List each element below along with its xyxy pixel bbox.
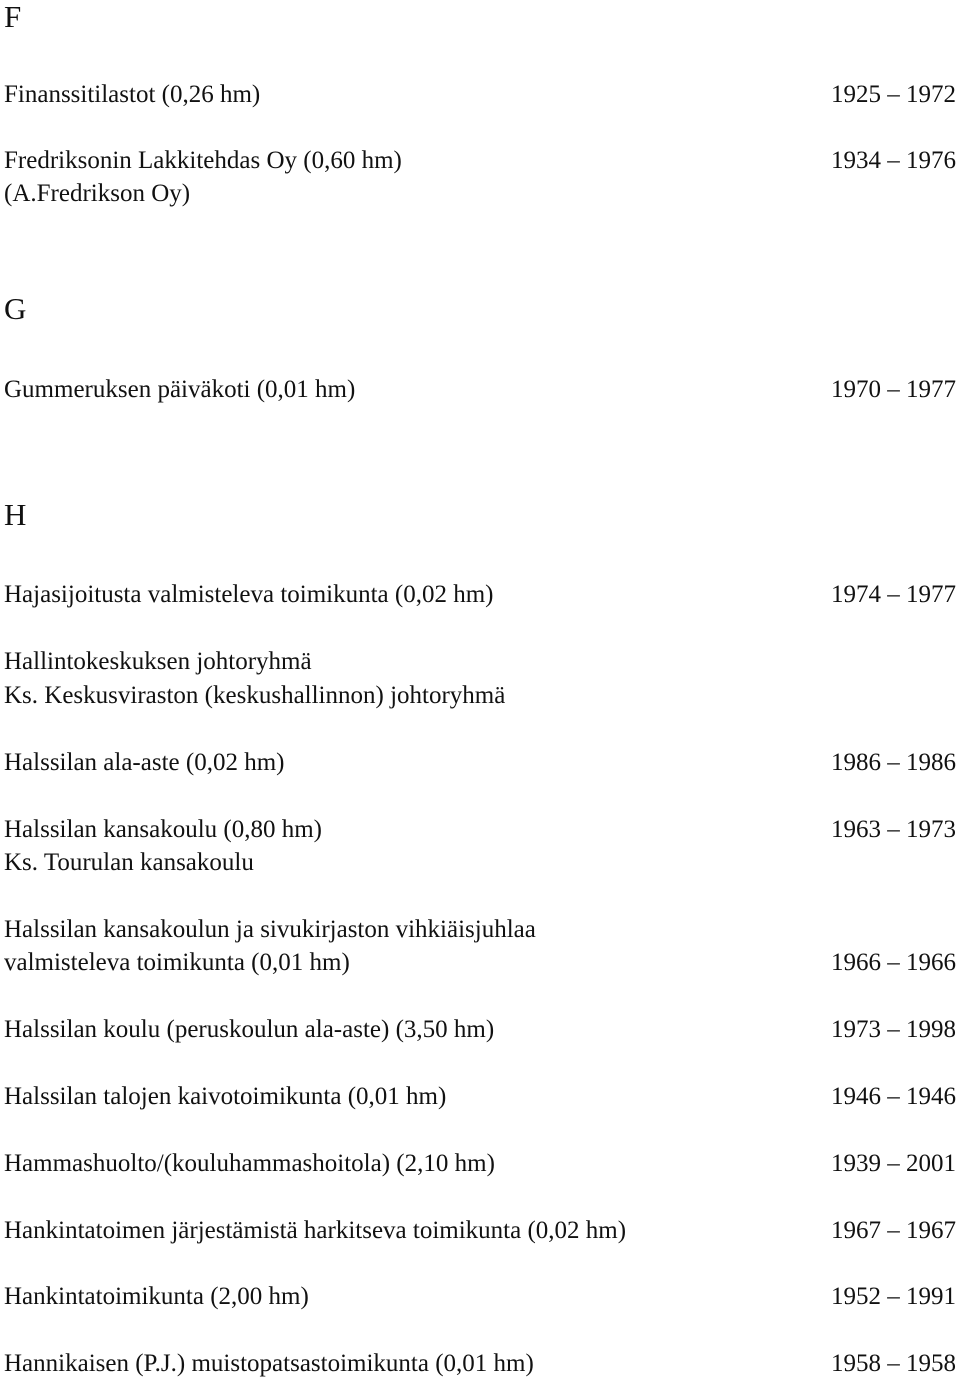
entry-years: 1986 – 1986 <box>831 749 956 776</box>
entry-title: Halssilan ala-aste (0,02 hm) <box>4 749 285 776</box>
entry-years: 1967 – 1967 <box>831 1217 956 1244</box>
entry-years: 1925 – 1972 <box>831 81 956 108</box>
entry-years: 1934 – 1976 <box>831 147 956 174</box>
entry-years: 1974 – 1977 <box>831 581 956 608</box>
entry-years: 1946 – 1946 <box>831 1083 956 1110</box>
section-letter-f: F <box>4 0 22 34</box>
entry-title: Halssilan kansakoulun ja sivukirjaston vihkiäisjuhlaa <box>4 916 536 943</box>
entry-years: 1970 – 1977 <box>831 376 956 403</box>
entry-title: Gummeruksen päiväkoti (0,01 hm) <box>4 376 356 403</box>
entry-title: Hajasijoitusta valmisteleva toimikunta (0,02 hm) <box>4 581 494 608</box>
section-letter-g: G <box>4 291 27 326</box>
entry-note: Ks. Tourulan kansakoulu <box>4 849 254 876</box>
entry-title-continued: valmisteleva toimikunta (0,01 hm) <box>4 949 350 976</box>
entry-years: 1958 – 1958 <box>831 1350 956 1377</box>
entry-title: Hallintokeskuksen johtoryhmä <box>4 648 312 675</box>
entry-years: 1939 – 2001 <box>831 1150 956 1177</box>
entry-note: Ks. Keskusviraston (keskushallinnon) johtoryhmä <box>4 682 506 709</box>
entry-title: Hankintatoimen järjestämistä harkitseva toimikunta (0,02 hm) <box>4 1217 627 1244</box>
entry-title: Hannikaisen (P.J.) muistopatsastoimikunta (0,01 hm) <box>4 1350 534 1377</box>
entry-years: 1973 – 1998 <box>831 1016 956 1043</box>
entry-title: Hammashuolto/(kouluhammashoitola) (2,10 hm) <box>4 1150 495 1177</box>
entry-title: Hankintatoimikunta (2,00 hm) <box>4 1283 309 1310</box>
entry-note: (A.Fredrikson Oy) <box>4 180 191 207</box>
entry-years: 1952 – 1991 <box>831 1283 956 1310</box>
entry-title: Fredriksonin Lakkitehdas Oy (0,60 hm) <box>4 147 402 174</box>
entry-title: Finanssitilastot (0,26 hm) <box>4 81 261 108</box>
entry-years: 1966 – 1966 <box>831 949 956 976</box>
entry-title: Halssilan kansakoulu (0,80 hm) <box>4 816 323 843</box>
section-letter-h: H <box>4 497 27 532</box>
entry-years: 1963 – 1973 <box>831 816 956 843</box>
entry-title: Halssilan talojen kaivotoimikunta (0,01 hm) <box>4 1083 447 1110</box>
entry-title: Halssilan koulu (peruskoulun ala-aste) (3,50 hm) <box>4 1016 495 1043</box>
